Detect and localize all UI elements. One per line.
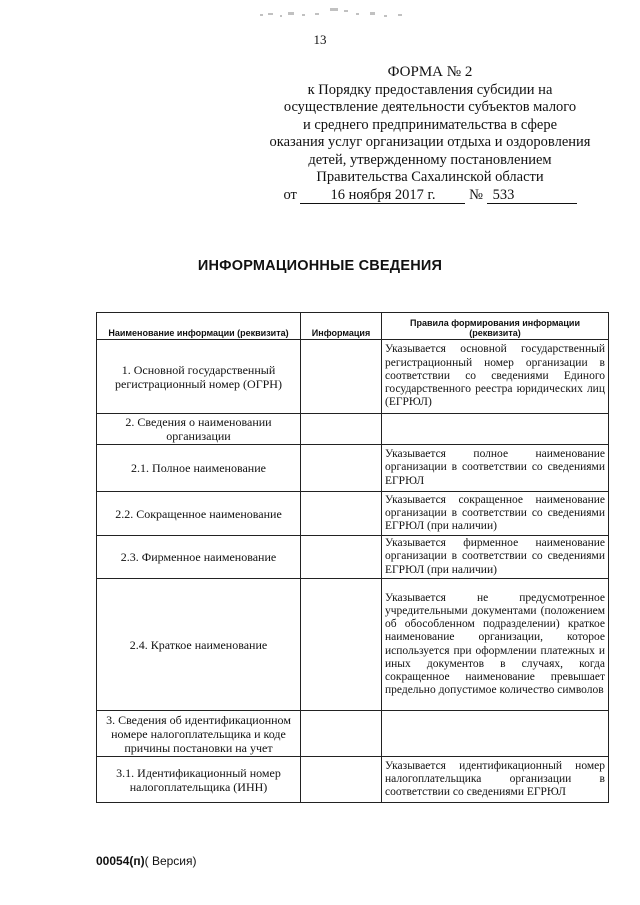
table-row	[97, 492, 609, 536]
row-rule: Указывается сокращенное наименование организации в соответствии со сведениями ЕГРЮЛ (при наличии)	[382, 492, 609, 536]
document-title: ИНФОРМАЦИОННЫЕ СВЕДЕНИЯ	[197, 258, 443, 274]
row-name: 2.3. Фирменное наименование	[97, 536, 301, 579]
form-title: ФОРМА № 2	[387, 64, 473, 80]
row-name: 2.1. Полное наименование	[97, 445, 301, 492]
row-name: 2. Сведения о наименовании организации	[97, 414, 301, 445]
header-line: к Порядку предоставления субсидии на	[307, 81, 553, 98]
date-prefix: от	[283, 186, 297, 203]
document-version: ( Версия)	[144, 854, 197, 868]
row-rule	[382, 711, 609, 757]
row-rule: Указывается идентификационный номер налогоплательщика организации в соответствии со сведениями ЕГРЮЛ	[382, 757, 609, 803]
header-info: Информация	[301, 313, 382, 340]
number-prefix: №	[469, 186, 483, 203]
row-rule	[382, 414, 609, 445]
form-header	[250, 64, 610, 204]
decree-date-line	[250, 187, 610, 205]
document-code: 00054(п)	[96, 854, 145, 868]
header-line: осуществление деятельности субъектов малого	[283, 99, 577, 115]
row-rule: Указывается не предусмотренное учредительными документами (положением об обособленном подразделении) краткое наименование организации, которое используется при оформлении платежных и иных документов в случаях, когда сокращенное наименование превышает предельно допустимое количество символов	[382, 579, 609, 711]
table-row	[97, 757, 609, 803]
row-info	[301, 492, 382, 536]
decree-date: 16 ноября 2017 г.	[300, 188, 465, 204]
row-rule: Указывается фирменное наименование организации в соответствии со сведениями ЕГРЮЛ (при наличии)	[382, 536, 609, 579]
row-info	[301, 711, 382, 757]
row-info	[301, 445, 382, 492]
row-info	[301, 579, 382, 711]
scan-noise-mark	[260, 4, 410, 22]
table-header-row	[97, 313, 609, 340]
table-row	[97, 414, 609, 445]
header-rules: Правила формирования информации (реквизита)	[382, 313, 609, 340]
header-line: Правительства Сахалинской области	[316, 169, 544, 185]
row-rule: Указывается полное наименование организации в соответствии со сведениями ЕГРЮЛ	[382, 445, 609, 492]
header-line: и среднего предпринимательства в сфере	[302, 116, 558, 133]
row-info	[301, 340, 382, 414]
table-row	[97, 579, 609, 711]
header-line: детей, утвержденному постановлением	[308, 151, 552, 168]
header-line: оказания услуг организации отдыха и оздоровления	[269, 134, 591, 150]
row-name: 2.2. Сокращенное наименование	[97, 492, 301, 536]
header-name: Наименование информации (реквизита)	[97, 313, 301, 340]
row-name: 3.1. Идентификационный номер налогоплательщика (ИНН)	[97, 757, 301, 803]
document-footer	[96, 854, 197, 868]
information-table	[96, 312, 609, 803]
row-name: 1. Основной государственный регистрационный номер (ОГРН)	[97, 340, 301, 414]
table-row	[97, 711, 609, 757]
table-row	[97, 536, 609, 579]
row-info	[301, 536, 382, 579]
decree-number: 533	[487, 188, 577, 204]
table-row	[97, 445, 609, 492]
table-row	[97, 340, 609, 414]
row-name: 3. Сведения об идентификационном номере налогоплательщика и коде причины постановки на учет	[97, 711, 301, 757]
page-number: 13	[313, 32, 327, 47]
row-info	[301, 414, 382, 445]
row-rule: Указывается основной государственный регистрационный номер организации в соответствии со сведениями Единого государственного реестра юридических лиц (ЕГРЮЛ)	[382, 340, 609, 414]
row-info	[301, 757, 382, 803]
row-name: 2.4. Краткое наименование	[97, 579, 301, 711]
